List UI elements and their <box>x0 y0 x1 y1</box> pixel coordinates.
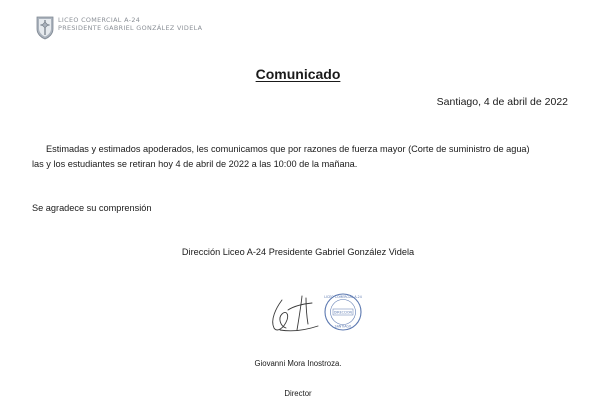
document-title: Comunicado <box>255 66 341 82</box>
issuing-direction: Dirección Liceo A-24 Presidente Gabriel González Videla <box>181 247 415 257</box>
school-name <box>58 16 202 32</box>
signer-name: Giovanni Mora Inostroza. <box>254 359 342 368</box>
document-body <box>32 142 572 172</box>
stamp-bottom-text: SANTIAGO <box>334 324 352 329</box>
signature-and-stamp <box>262 288 370 338</box>
signer-role: Director <box>284 389 312 398</box>
school-crest-icon <box>36 16 54 40</box>
stamp-top-text: LICEO COMERCIAL A-24 <box>324 295 362 299</box>
school-name-line-2: PRESIDENTE GABRIEL GONZÁLEZ VIDELA <box>58 24 203 32</box>
body-line-1: Estimadas y estimados apoderados, les comunicamos que por razones de fuerza mayor (Corte de suministro de agua) <box>46 144 530 154</box>
thanks-line: Se agradece su comprensión <box>32 203 152 213</box>
body-line-2: las y los estudiantes se retiran hoy 4 de abril de 2022 a las 10:00 de la mañana. <box>32 159 358 169</box>
stamp-center-text: DIRECCION <box>334 310 352 315</box>
handwritten-signature <box>273 296 318 331</box>
document-date: Santiago, 4 de abril de 2022 <box>436 96 568 108</box>
school-name-line-1: LICEO COMERCIAL A-24 <box>58 16 141 24</box>
